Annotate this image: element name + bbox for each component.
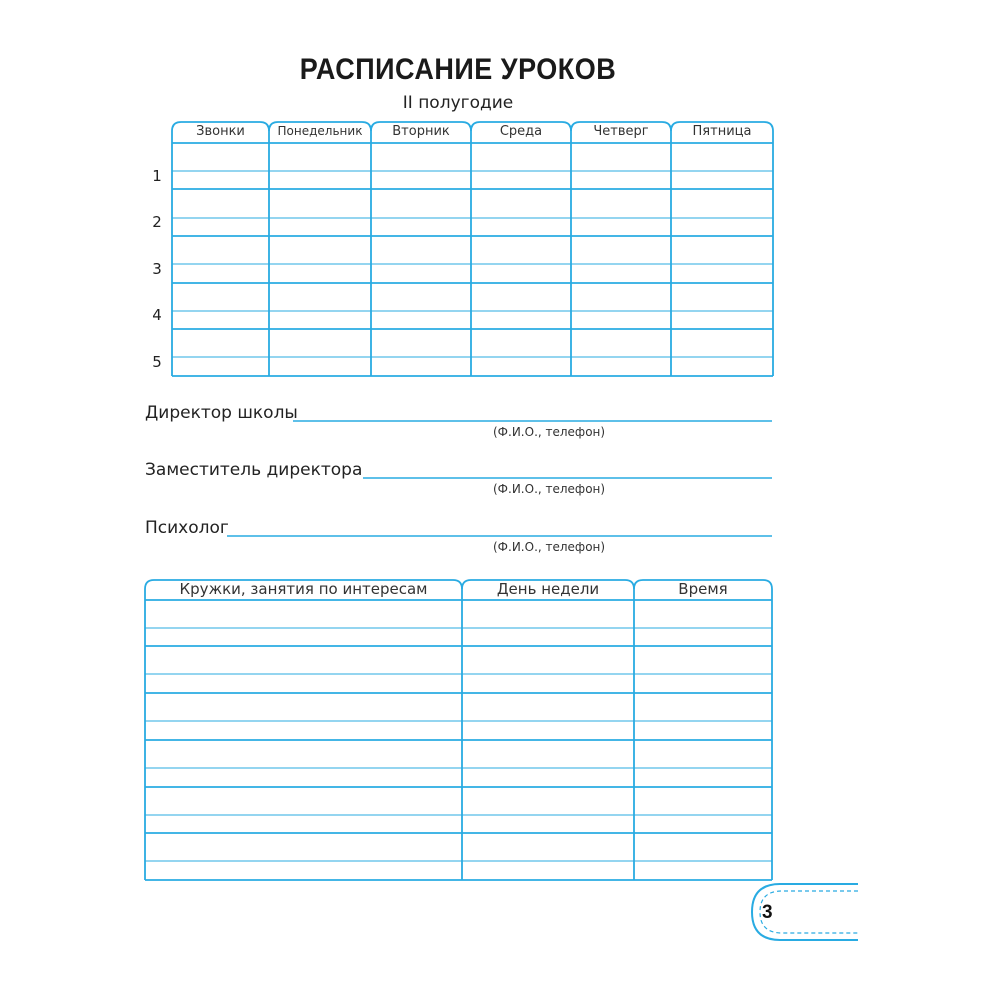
row-number-3: 3 — [152, 260, 162, 278]
psychologist-hint: (Ф.И.О., телефон) — [493, 540, 606, 554]
row-number-2: 2 — [152, 213, 162, 231]
deputy-label: Заместитель директора — [145, 460, 363, 480]
clubs-cells-area[interactable] — [145, 600, 772, 880]
director-label: Директор школы — [145, 403, 298, 423]
column-header-monday: Понедельник — [277, 124, 363, 138]
page-subtitle: II полугодие — [402, 93, 514, 113]
psychologist-label: Психолог — [145, 518, 229, 538]
deputy-hint: (Ф.И.О., телефон) — [493, 482, 606, 496]
row-number-1: 1 — [152, 167, 162, 185]
column-header-bells: Звонки — [196, 124, 245, 139]
clubs-header-name: Кружки, занятия по интересам — [179, 580, 428, 598]
column-header-wednesday: Среда — [499, 124, 543, 139]
column-header-thursday: Четверг — [593, 124, 649, 139]
column-header-tuesday: Вторник — [392, 124, 450, 139]
page-number: 3 — [762, 902, 773, 923]
row-number-4: 4 — [152, 306, 162, 324]
row-number-5: 5 — [152, 353, 162, 371]
clubs-header-time: Время — [678, 580, 728, 598]
page-title: РАСПИСАНИЕ УРОКОВ — [299, 52, 617, 86]
schedule-cells-area[interactable] — [172, 143, 773, 376]
clubs-header-day: День недели — [496, 580, 600, 598]
column-header-friday: Пятница — [692, 124, 752, 139]
director-hint: (Ф.И.О., телефон) — [493, 425, 606, 439]
